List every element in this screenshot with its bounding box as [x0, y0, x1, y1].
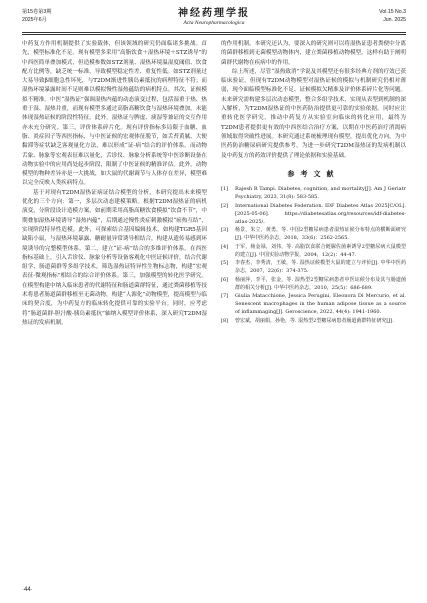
- reference-number: [2]: [221, 202, 229, 209]
- reference-item: [221, 185, 406, 201]
- body-paragraph: 的作用机制。本研究还认为，要深入的研究则可以将湿热证患者粪便中分离的菌群移植到无菌模型动物体内，建立粪菌移植动物模型，这样有助于阐明菌群代谢物在疾病中的作用。: [221, 41, 406, 66]
- reference-list: [221, 185, 406, 325]
- volume-en: Vol.15 No.3: [379, 9, 406, 15]
- references-title: 参考文献: [287, 169, 340, 178]
- reference-number: [7]: [221, 293, 229, 300]
- reference-text: 曾宏斌，胡丽娟，孙艳，等. 湿热型2型糖尿病患者肠道菌群特征研究[J].: [235, 317, 394, 324]
- reference-item: [221, 292, 406, 316]
- header-rule-thin: [22, 34, 406, 35]
- reference-item: [221, 226, 406, 242]
- page-number: ·44·: [22, 587, 33, 593]
- left-column: [22, 40, 207, 328]
- reference-number: [5]: [221, 260, 229, 267]
- date-en: Jun. 2025: [383, 17, 406, 23]
- reference-text: 杨丽萍，李平，张金，等. 湿热型2型糖尿病患者中医证候分布及其与肠道菌群的相关分析[J]. 中华中医药杂志，2010，25(5)：686-689.: [235, 276, 406, 291]
- reference-number: [1]: [221, 186, 229, 193]
- reference-item: [221, 243, 406, 259]
- volume-cn: 第15卷第3期: [22, 9, 52, 15]
- right-column: [221, 40, 406, 325]
- reference-text: 李春杰，李秀清，王敏，等. 湿热证候模型大鼠的建立与评价[J]. 中华中医药杂志，2007，22(6)：374-375.: [235, 260, 406, 275]
- reference-number: [3]: [221, 227, 229, 234]
- reference-item: [221, 259, 406, 275]
- reference-text: Rajesh R Tampi. Diabetes, cognition, and mortality[J]. Am J Geriatr Psychiatry, 2023, 31(8): 583-585.: [235, 186, 406, 201]
- reference-text: Giulia Matacchione, Jessica Perugini, Eleonora Di Mercurio, et al. Senescent macrophages in the human adipose tissue as a source of inflammaging[J]. Geroscience, 2022, 44(4): 1941-1960.: [235, 293, 406, 316]
- header-center: [22, 4, 406, 26]
- reference-number: [8]: [221, 317, 229, 324]
- body-paragraph: 综上所述，尽管“湿热致消”学说及其模型还有很多经典方剂的疗效已获临床验证，但现有T2DM动物模型对湿热证候的模拟与机制研究仍相对薄弱，现今面临模型标准化不足、证候模拟欠精准及评价体系碎片化等问题。未来研究需构建多层次动态模型，整合多组学技术，实现从表型到机制的深入解析，为T2DM湿热证的中医药防治提供更可靠的实验依据。同时应注重转化医学研究，推动中药复方从实验室向临床的转化应用，最终为T2DM患者提供更有效的中西医结合治疗方案，以期在中医药治疗消渴病领域取得突破性进展。本研究通过系统梳理现有模型，提出优化方向，为中医药防治糖尿病研究提供参考，为进一步研究T2DM湿热证的发病机制以及中药复方的药效评价提供了理论依据和实验基础。: [221, 68, 406, 159]
- reference-item: [221, 317, 406, 325]
- body-paragraph: 基于对现有T2DM湿热证病证结合模型的分析，本研究提出未来模型优化的三个方向：第一，多层次动态建模策略。根据T2DM湿热证的病机演变，分阶段设计造模方案，如前期采用高脂高糖饮食模拟“饮食不节”，中期叠加湿热环境诱导“湿热内蕴”，后期通过慢性炎症刺激模拟“瘀热互结”，实现阶段特异性造模。此外，可探索结合基因编辑技术，如构建TGR5基因缺陷小鼠，与湿热环境暴露、糖耐量异常诱导相结合，构建从遗传易感到环境诱导的完整模型体系。第二，建立“证-病”结合的多维评价体系。在西医指标基础上，引入舌诊仪、脉象分析等设备客观化中医证候评价，结合代谢组学、肠道菌群等多组学技术，筛选湿热证特异性生物标志物，构建“宏观表征-微观指标”相结合的综合评价体系。第三，加强模型的转化医学研究。在模型构建中纳入临床患者的代谢特征和肠道菌群特征，通过粪菌移植等技术将患者肠道菌群移植至无菌动物，构建“人源化”动物模型，提高模型与临床的契合度，为中药复方的临床转化提供可靠的实验平台。同时，应考虑将“肠道菌群-胆汁酸-胰岛素抵抗”轴纳入模型评价体系，深入研究T2DM湿热证的发病机制。: [22, 189, 207, 326]
- reference-item: [221, 276, 406, 292]
- header-rule-thick: [22, 32, 406, 33]
- reference-text: 杨景，朱立，黄勇，等. 中国2型糖尿病患者湿热证候分布特点的横断面研究[J]. 中华中医药杂志，2018，33(6)：2562-2565.: [235, 227, 406, 242]
- journal-title-en: Acta Neuropharmacologica: [183, 20, 245, 26]
- reference-number: [4]: [221, 243, 229, 250]
- reference-number: [6]: [221, 276, 229, 283]
- reference-text: International Diabetes Federation. IDF Diabetes Atlas 2025[C/OL]. [2025-05-06]. https://diabetesatlas.org/resources/idf-diabetes-atlas-2025/.: [235, 202, 406, 225]
- header-right: [379, 8, 406, 24]
- reference-text: 于军，杨金禄，刘伟，等. 高脂饮食联合链脲佐菌素诱导2型糖尿病大鼠模型的建立[J]. 中国实验动物学报，2004，12(2)：44-47.: [235, 243, 406, 258]
- body-paragraph: 中药复方作用机制提供了实验载体，但该领域的研究仍面临诸多挑战。首先，模型标准化不足。现有模型多采用“高脂饮食＋湿热环境＋STZ诱导”的中西医简单叠加模式，但造模参数如STZ剂量、湿热环境温湿度阈值、饮食配方比例等，缺乏统一标准，导致模型稳定性差、重复性低。如STZ剂量过大易导致β细胞急性坏死，与T2DM渐进性胰岛素抵抗的病理特征不符；而湿热环境暴露时间不足则难以模拟慢性湿热蕴结的病机特点。其次，证候模拟不精准。中医“湿热证”强调湿热内蕴的动态演变过程，包括湿重于热、热重于湿、湿热并重，而现有模型多通过高脂高糖饮食与湿热环境叠加，未能体现湿热证候的阶段性特征。此外，湿热证与脾虚、痰湿等兼证的交互作用亦未充分研究。第三，评价体系碎片化。现有评价指标多局限于血糖、血脂、炎症因子等西医指标，与中医证候的宏观体征脱节，如舌苔黄腻、大便黏滞等症状缺乏客观量化方法，难以形成“证-病”结合的评价体系。而动物舌象、脉象等宏观表征难以量化，舌诊仪、脉象分析系统等中医诊断设备在动物实验中的应用尚处起步阶段，限制了中医证候的精准评估。此外，动物模型的物种差异亦是一大挑战，如大鼠的代谢调节与人体存在差异，模型难以完全反映人类疾病特点。: [22, 41, 207, 187]
- journal-title-cn: 神经药理学报: [178, 8, 250, 19]
- reference-item: [221, 202, 406, 226]
- date-cn: 2025年6月: [22, 17, 47, 23]
